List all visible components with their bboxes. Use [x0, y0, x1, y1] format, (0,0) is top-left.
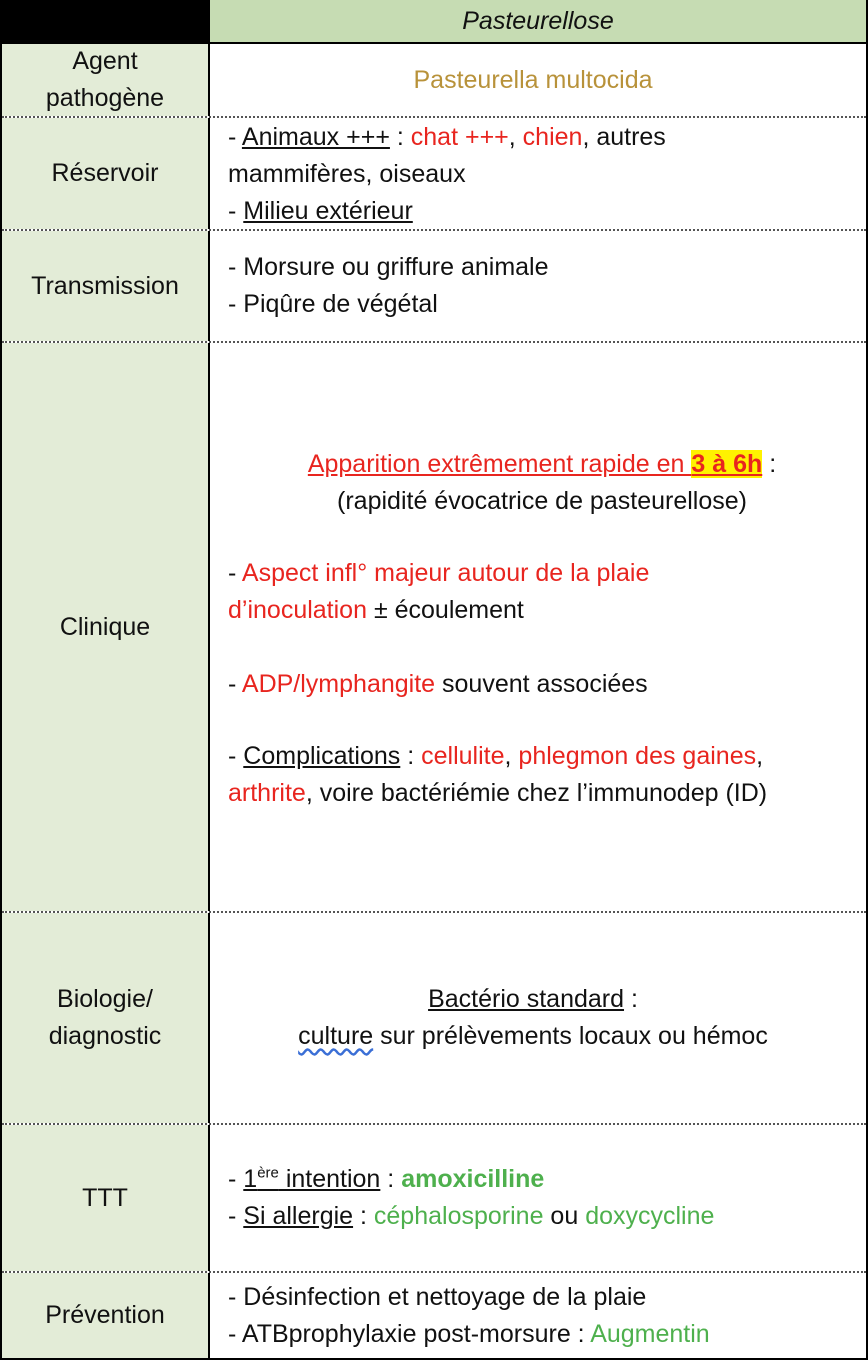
label-biologie-line2: diagnostic	[48, 1022, 162, 1050]
biologie-line-2: culture sur prélèvements locaux ou hémoc	[298, 1022, 768, 1050]
row-clinique	[2, 341, 866, 911]
label-agent-line1: Agent	[72, 47, 138, 75]
reservoir-line-3: - Milieu extérieur	[228, 197, 413, 225]
label-prevention: Prévention	[2, 1273, 210, 1358]
header-row	[2, 0, 866, 44]
row-transmission	[2, 229, 866, 341]
clinique-aspect-line-1: - Aspect infl° majeur autour de la plaie	[228, 559, 650, 587]
label-agent-line2: pathogène	[45, 84, 165, 112]
prevention-line-1: - Désinfection et nettoyage de la plaie	[228, 1282, 647, 1311]
reservoir-line-2: mammifères, oiseaux	[228, 160, 466, 188]
content-transmission	[210, 231, 866, 341]
label-clinique: Clinique	[2, 343, 210, 911]
reservoir-line-1: - Animaux +++ : chat +++, chien, autres	[228, 123, 666, 151]
clinique-complications-line-2: arthrite, voire bactériémie chez l’immunodep (ID)	[228, 779, 768, 807]
clinique-intro-line-2: (rapidité évocatrice de pasteurellose)	[337, 487, 747, 515]
label-biologie	[2, 913, 210, 1123]
agent-value: Pasteurella multocida	[413, 65, 653, 94]
content-biologie	[210, 913, 866, 1123]
label-transmission: Transmission	[2, 231, 210, 341]
label-biologie-line1: Biologie/	[57, 985, 153, 1013]
transmission-line-1: - Morsure ou griffure animale	[228, 253, 549, 281]
row-agent	[2, 44, 866, 116]
row-prevention	[2, 1271, 866, 1360]
clinique-complications-line-1: - Complications : cellulite, phlegmon des gaines,	[228, 742, 764, 770]
transmission-line-2: - Piqûre de végétal	[228, 290, 438, 318]
content-prevention	[210, 1273, 866, 1358]
content-agent	[210, 44, 866, 116]
clinique-intro-line-1: Apparition extrêmement rapide en 3 à 6h :	[307, 450, 777, 478]
clinique-adp-line: - ADP/lymphangite souvent associées	[228, 670, 648, 698]
clinique-aspect-line-2: d’inoculation ± écoulement	[228, 596, 524, 624]
row-biologie	[2, 911, 866, 1123]
prevention-line-2: - ATBprophylaxie post-morsure : Augmentin	[228, 1319, 710, 1348]
label-reservoir: Réservoir	[2, 118, 210, 229]
row-reservoir	[2, 116, 866, 229]
row-ttt	[2, 1123, 866, 1271]
ttt-line-2: - Si allergie : céphalosporine ou doxycycline	[228, 1202, 715, 1230]
header-corner	[2, 0, 210, 44]
biologie-line-1: Bactério standard :	[428, 985, 638, 1013]
spellcheck-word: culture	[298, 1022, 374, 1050]
content-ttt	[210, 1125, 866, 1271]
content-clinique	[210, 343, 866, 911]
label-ttt: TTT	[2, 1125, 210, 1271]
content-reservoir	[210, 118, 866, 229]
table-title: Pasteurellose	[210, 0, 866, 44]
label-agent	[2, 44, 210, 116]
ttt-line-1: - 1ère intention : amoxicilline	[228, 1164, 545, 1193]
